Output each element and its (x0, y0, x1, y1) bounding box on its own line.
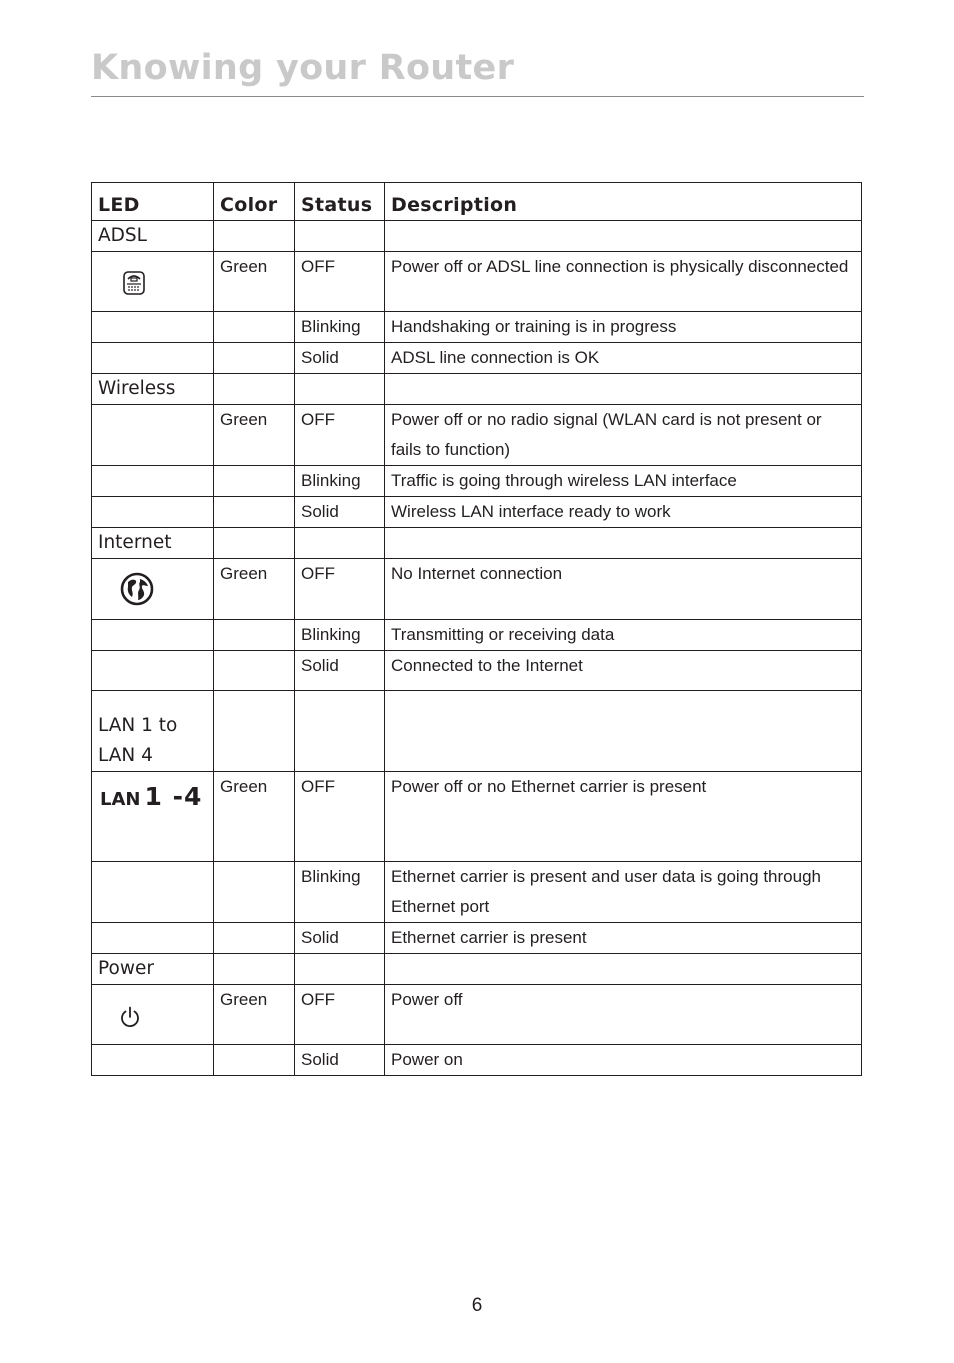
table-header-row (92, 183, 862, 221)
title-divider (91, 96, 864, 97)
color-cell: Green (214, 772, 295, 862)
section-label-wireless: Wireless (92, 374, 214, 405)
lan-port-icon (100, 782, 202, 815)
section-row-power (92, 954, 862, 985)
header-led: LED (92, 183, 214, 221)
status-cell: Blinking (295, 466, 385, 497)
lan-icon-number: 1 -4 (144, 782, 203, 811)
table-row (92, 985, 862, 1045)
table-row (92, 1045, 862, 1076)
status-cell: Solid (295, 923, 385, 954)
section-row-internet (92, 528, 862, 559)
description-cell: Power off (385, 985, 862, 1045)
color-cell: Green (214, 405, 295, 466)
table-row (92, 559, 862, 620)
color-cell (214, 497, 295, 528)
lan-icon-cell (92, 772, 214, 862)
table-row (92, 923, 862, 954)
description-cell: Handshaking or training is in progress (385, 312, 862, 343)
status-cell: OFF (295, 252, 385, 312)
section-label-lan: LAN 1 to LAN 4 (92, 691, 214, 772)
header-description: Description (385, 183, 862, 221)
description-cell: Power off or ADSL line connection is physically disconnected (385, 252, 862, 312)
color-cell (214, 343, 295, 374)
table-row (92, 312, 862, 343)
description-cell: Power off or no Ethernet carrier is present (385, 772, 862, 862)
table-row (92, 252, 862, 312)
phone-icon (122, 270, 146, 306)
adsl-icon-cell (92, 252, 214, 312)
section-label-adsl: ADSL (92, 221, 214, 252)
section-label-power: Power (92, 954, 214, 985)
table-row (92, 620, 862, 651)
lan-icon-prefix: LAN (100, 789, 141, 810)
description-cell: Connected to the Internet (385, 651, 862, 691)
description-cell: Power on (385, 1045, 862, 1076)
table-row (92, 497, 862, 528)
color-cell: Green (214, 559, 295, 620)
table-row (92, 405, 862, 466)
table-row (92, 651, 862, 691)
color-cell (214, 312, 295, 343)
page-title: Knowing your Router (91, 48, 515, 88)
header-color: Color (214, 183, 295, 221)
status-cell: OFF (295, 405, 385, 466)
section-row-wireless (92, 374, 862, 405)
color-cell (214, 620, 295, 651)
description-cell: Ethernet carrier is present (385, 923, 862, 954)
status-cell: Solid (295, 343, 385, 374)
color-cell (214, 862, 295, 923)
description-cell: Traffic is going through wireless LAN interface (385, 466, 862, 497)
table-row (92, 343, 862, 374)
led-status-table (91, 182, 862, 1076)
description-cell: No Internet connection (385, 559, 862, 620)
table-row (92, 772, 862, 862)
status-cell: OFF (295, 559, 385, 620)
status-cell: OFF (295, 772, 385, 862)
color-cell (214, 923, 295, 954)
color-cell (214, 651, 295, 691)
color-cell: Green (214, 252, 295, 312)
status-cell: Blinking (295, 620, 385, 651)
status-cell: Blinking (295, 312, 385, 343)
section-label-internet: Internet (92, 528, 214, 559)
section-row-adsl (92, 221, 862, 252)
power-icon (119, 1005, 141, 1039)
section-row-lan (92, 691, 862, 772)
description-cell: Transmitting or receiving data (385, 620, 862, 651)
description-cell: Power off or no radio signal (WLAN card is not present or fails to function) (385, 405, 862, 466)
table-row (92, 862, 862, 923)
color-cell: Green (214, 985, 295, 1045)
color-cell (214, 466, 295, 497)
description-cell: Ethernet carrier is present and user data is going through Ethernet port (385, 862, 862, 923)
power-icon-cell (92, 985, 214, 1045)
status-cell: Solid (295, 1045, 385, 1076)
internet-icon-cell (92, 559, 214, 620)
description-cell: ADSL line connection is OK (385, 343, 862, 374)
page-number: 6 (471, 1295, 483, 1316)
status-cell: OFF (295, 985, 385, 1045)
description-cell: Wireless LAN interface ready to work (385, 497, 862, 528)
color-cell (214, 1045, 295, 1076)
globe-icon (120, 572, 154, 616)
status-cell: Solid (295, 651, 385, 691)
header-status: Status (295, 183, 385, 221)
status-cell: Solid (295, 497, 385, 528)
table-row (92, 466, 862, 497)
status-cell: Blinking (295, 862, 385, 923)
